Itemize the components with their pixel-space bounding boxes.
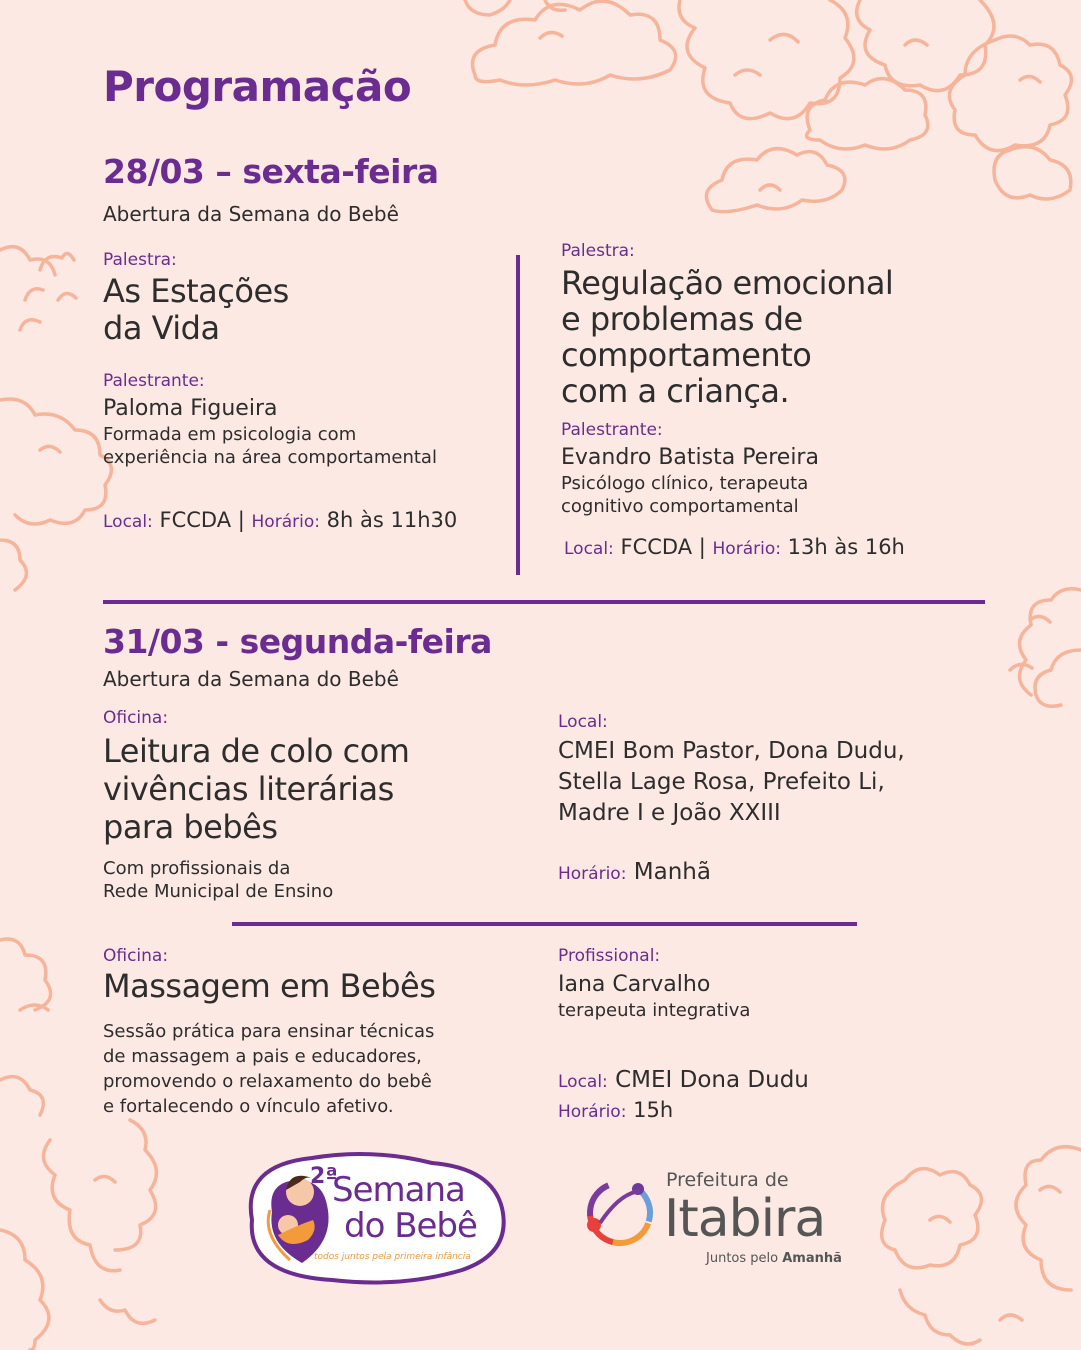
desc-line: promovendo o relaxamento do bebê xyxy=(103,1071,432,1092)
workshop2-pro-desc: terapeuta integrativa xyxy=(558,1000,751,1021)
workshop2-title: Massagem em Bebês xyxy=(103,967,436,1005)
desc-line: cognitivo comportamental xyxy=(561,496,799,517)
desc-line: experiência na área comportamental xyxy=(103,447,437,468)
semana-line2: do Bebê xyxy=(344,1206,477,1246)
desc-line: Rede Municipal de Ensino xyxy=(103,881,334,902)
section-divider xyxy=(103,600,985,604)
desc-line: Formada em psicologia com xyxy=(103,424,357,445)
day1-right-local-time xyxy=(564,535,905,559)
title-line: para bebês xyxy=(103,808,278,846)
workshop2-desc xyxy=(103,1019,434,1119)
time-label: Horário: xyxy=(558,1102,627,1122)
workshop2-local xyxy=(558,1067,809,1093)
time-label: Horário: xyxy=(251,512,320,532)
workshop2-time xyxy=(558,1098,673,1122)
time-value: 13h às 16h xyxy=(787,535,905,559)
day1-left-speaker-name: Paloma Figueira xyxy=(103,396,278,421)
time-value: Manhã xyxy=(633,859,711,885)
semana-line1: Semana xyxy=(332,1170,465,1210)
workshop2-pro-name: Iana Carvalho xyxy=(558,972,711,997)
time-label: Horário: xyxy=(558,864,627,884)
title-line: comportamento xyxy=(561,336,812,374)
time-value: 15h xyxy=(633,1098,674,1122)
day1-left-local-time xyxy=(103,508,457,532)
title-line: As Estações xyxy=(103,272,289,310)
tagline-bold: Amanhã xyxy=(782,1251,842,1266)
page-title: Programação xyxy=(103,62,412,111)
title-line: da Vida xyxy=(103,309,220,347)
desc-line: de massagem a pais e educadores, xyxy=(103,1046,422,1067)
semana-edition: 2ª xyxy=(310,1164,338,1189)
workshop2-type-label: Oficina: xyxy=(103,946,169,966)
tagline-pre: Juntos pelo xyxy=(706,1251,783,1266)
separator: | xyxy=(698,535,706,559)
local-line: Madre I e João XXIII xyxy=(558,800,781,826)
itabira-tagline xyxy=(706,1251,842,1266)
day1-left-title xyxy=(103,273,289,347)
local-label: Local: xyxy=(558,1072,608,1092)
local-line: Stella Lage Rosa, Prefeito Li, xyxy=(558,769,885,795)
day1-right-type-label: Palestra: xyxy=(561,241,635,261)
day1-left-speaker-label: Palestrante: xyxy=(103,371,205,391)
workshop1-time xyxy=(558,859,711,885)
semana-do-bebe-logo xyxy=(232,1150,507,1290)
time-label: Horário: xyxy=(712,539,781,559)
local-value: FCCDA xyxy=(620,535,693,559)
semana-tagline: todos juntos pela primeira infância xyxy=(314,1252,471,1262)
workshop1-local-label: Local: xyxy=(558,712,608,732)
day1-subtitle: Abertura da Semana do Bebê xyxy=(103,202,399,226)
desc-line: Com profissionais da xyxy=(103,858,291,879)
local-label: Local: xyxy=(564,539,614,559)
day1-left-type-label: Palestra: xyxy=(103,250,177,270)
time-value: 8h às 11h30 xyxy=(326,508,458,532)
workshop2-pro-label: Profissional: xyxy=(558,946,661,966)
day1-right-speaker-name: Evandro Batista Pereira xyxy=(561,445,819,470)
title-line: Leitura de colo com xyxy=(103,732,410,770)
workshop1-desc xyxy=(103,857,333,903)
title-line: Regulação emocional xyxy=(561,264,894,302)
itabira-pre: Prefeitura de xyxy=(666,1169,789,1191)
day1-right-speaker-desc xyxy=(561,472,808,518)
day2-date: 31/03 - segunda-feira xyxy=(103,622,492,661)
vertical-divider xyxy=(516,255,520,575)
workshop1-local xyxy=(558,736,905,829)
workshop1-type-label: Oficina: xyxy=(103,708,169,728)
desc-line: e fortalecendo o vínculo afetivo. xyxy=(103,1096,394,1117)
local-value: CMEI Dona Dudu xyxy=(615,1067,809,1093)
itabira-name: Itabira xyxy=(664,1189,826,1249)
workshop1-title xyxy=(103,732,409,846)
desc-line: Sessão prática para ensinar técnicas xyxy=(103,1021,435,1042)
day1-right-speaker-label: Palestrante: xyxy=(561,420,663,440)
day1-left-speaker-desc xyxy=(103,423,437,469)
day1-right-title xyxy=(561,265,893,409)
local-label: Local: xyxy=(103,512,153,532)
separator: | xyxy=(237,508,245,532)
day1-date: 28/03 – sexta-feira xyxy=(103,152,439,191)
day2-subtitle: Abertura da Semana do Bebê xyxy=(103,667,399,691)
title-line: vivências literárias xyxy=(103,770,394,808)
local-value: FCCDA xyxy=(159,508,232,532)
title-line: com a criança. xyxy=(561,372,790,410)
desc-line: Psicólogo clínico, terapeuta xyxy=(561,473,809,494)
itabira-logo xyxy=(580,1165,860,1270)
title-line: e problemas de xyxy=(561,300,803,338)
local-line: CMEI Bom Pastor, Dona Dudu, xyxy=(558,738,905,764)
workshop-divider xyxy=(232,922,857,926)
itabira-emblem-icon xyxy=(580,1173,660,1253)
